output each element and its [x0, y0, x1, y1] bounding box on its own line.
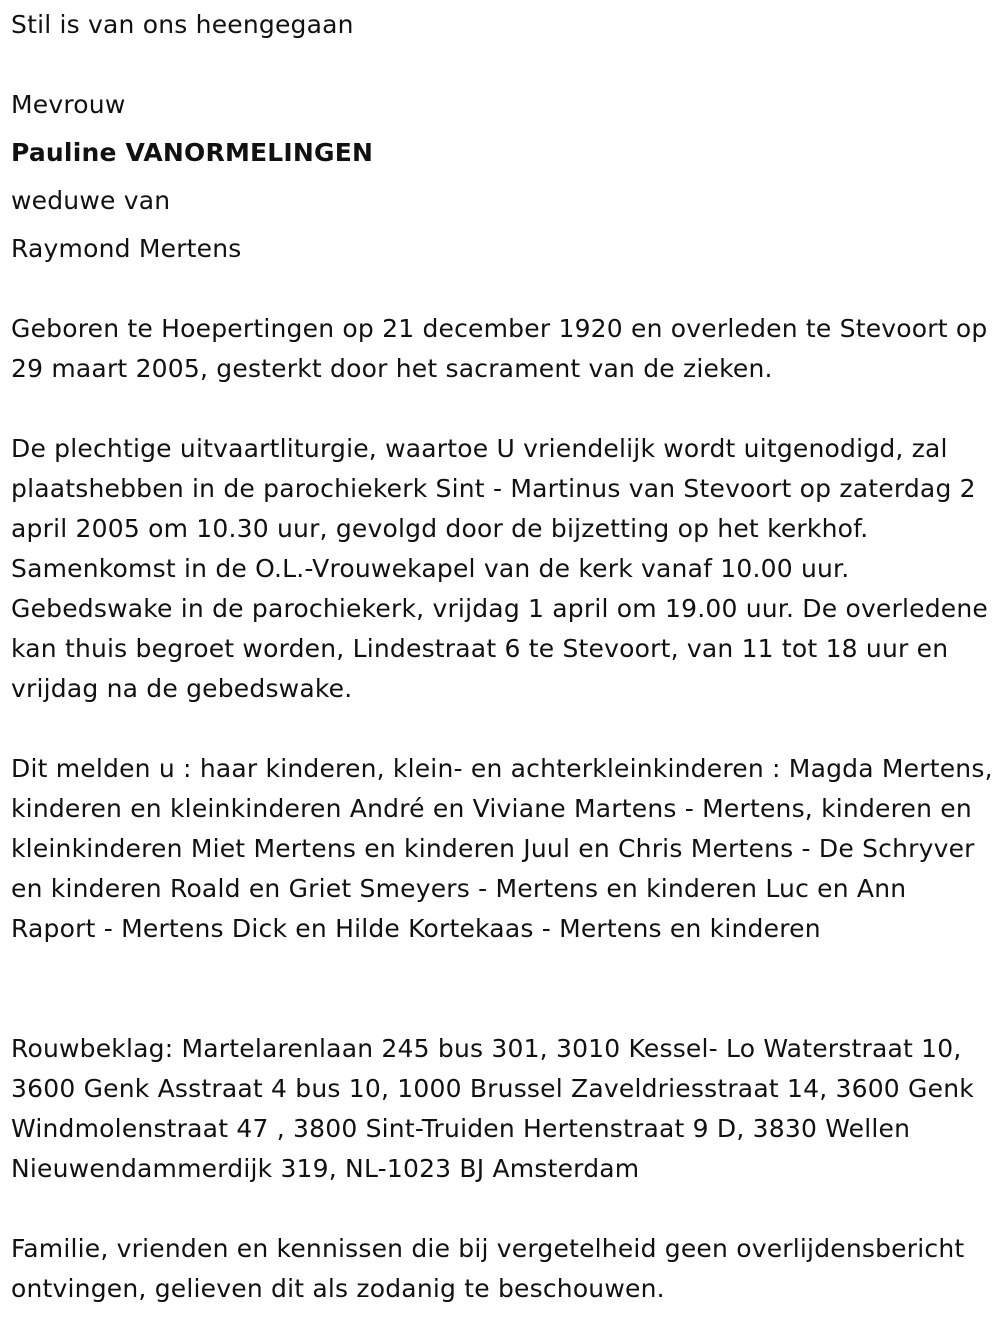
deceased-name: Pauline VANORMELINGEN — [11, 138, 374, 167]
intro-line: Stil is van ons heengegaan — [11, 10, 354, 39]
birth-death-paragraph: Geboren te Hoepertingen op 21 december 1920 en overleden te Stevoort op 29 maart 2005, gesterkt door het sacrament van de zieken. — [11, 314, 988, 383]
funeral-paragraph: De plechtige uitvaartliturgie, waartoe U vriendelijk wordt uitgenodigd, zal plaatshebben in de parochiekerk Sint - Martinus van Stevoort op zaterdag 2 april 2005 om 10.30 uur, gevolgd door de bijzetting op het kerkhof. Samenkomst in de O.L.-Vrouwekapel van de kerk vanaf 10.00 uur. Gebedswake in de parochiekerk, vrijdag 1 april om 19.00 uur. De overledene kan thuis begroet worden, Lindestraat 6 te Stevoort, van 11 tot 18 uur en vrijdag na de gebedswake. — [11, 434, 988, 703]
closing-paragraph: Familie, vrienden en kennissen die bij vergetelheid geen overlijdensbericht ontvingen, gelieven dit als zodanig te beschouwen. — [11, 1234, 965, 1303]
title-prefix: Mevrouw — [11, 90, 126, 119]
family-paragraph: Dit melden u : haar kinderen, klein- en achterkleinkinderen : Magda Mertens, kinderen en kleinkinderen André en Viviane Martens - Mertens, kinderen en kleinkinderen Miet Mertens en kinderen Juul en Chris Mertens - De Schryver en kinderen Roald en Griet Smeyers - Mertens en kinderen Luc en Ann Raport - Mertens Dick en Hilde Kortekaas - Mertens en kinderen — [11, 754, 993, 943]
spouse-name: Raymond Mertens — [11, 234, 242, 263]
relation-line: weduwe van — [11, 186, 171, 215]
condolences-paragraph: Rouwbeklag: Martelarenlaan 245 bus 301, 3010 Kessel- Lo Waterstraat 10, 3600 Genk Asstraat 4 bus 10, 1000 Brussel Zaveldriesstraat 14, 3600 Genk Windmolenstraat 47 , 3800 Sint-Truiden Hertenstraat 9 D, 3830 Wellen Nieuwendammerdijk 319, NL-1023 BJ Amsterdam — [11, 1034, 974, 1183]
